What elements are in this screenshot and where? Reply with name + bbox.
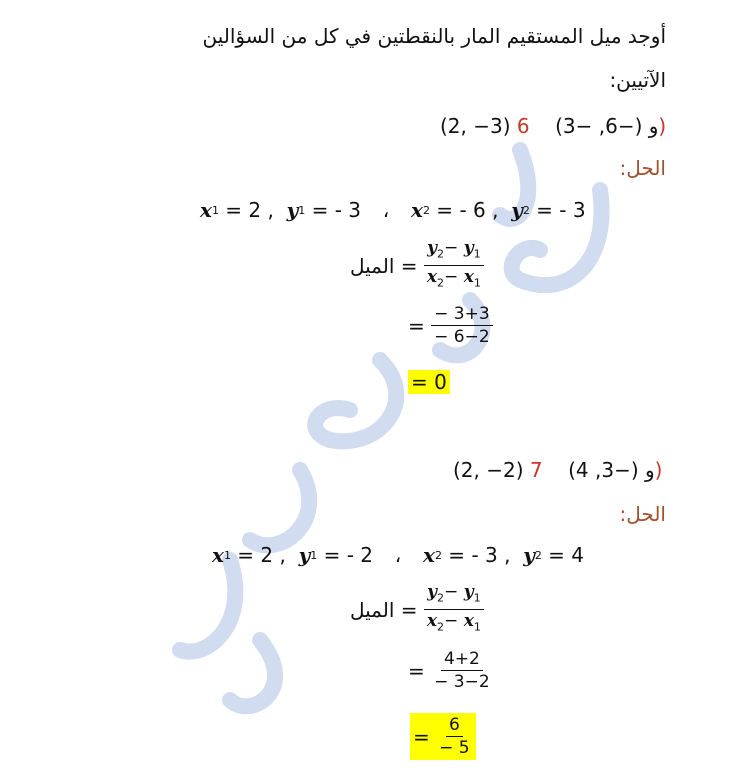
exercise-title-continued: الآتيين: [609, 68, 666, 92]
problem-6-statement [440, 112, 666, 140]
problem-6-substitution-fraction [431, 304, 493, 347]
problem-7-point-b: (−3, 4) [568, 458, 639, 482]
problem-7-result: = $\frac{6}{- 5}$ [410, 713, 476, 760]
problem-6-conjunction: و [648, 114, 659, 138]
problem-7-result-fraction [436, 715, 472, 758]
problem-6-givens: x 1 = 2 , y 1 = - 3 ، x 2 = - 6 , y 2 = - 3 [200, 198, 586, 222]
problem-7-substitution-fraction [431, 649, 493, 692]
problem-6-y1-value: - 3 [334, 198, 362, 222]
problem-6-point-b: (−6, −3) [555, 114, 643, 138]
problem-6-substitution: = $\frac{- 3+3}{- 6-2}$ [408, 304, 493, 347]
problem-7-substituted-denominator: − 3−2 [434, 672, 490, 692]
problem-7-conjunction: و [644, 458, 655, 482]
problem-7-x1-value: 2 [260, 543, 274, 567]
problem-6-x2-value: - 6 [459, 198, 486, 222]
problem-7-x2-value: - 3 [471, 543, 498, 567]
problem-7-point-a: (2, −2) [453, 458, 524, 482]
problem-6-number: 6) [516, 114, 667, 138]
problem-7-number: 7) [529, 458, 663, 482]
problem-6-y2-value: - 3 [559, 198, 586, 222]
slope-formula-fraction: $\frac{y_2- y_1}{x_2- x_1}$ [424, 238, 484, 294]
problem-7-givens: x 1 = 2 , y 1 = - 2 ، x 2 = - 3 , y 2 = 4 [212, 543, 585, 567]
problem-7-slope-formula: الميل = $\frac{y_2- y_1}{x_2- x_1}$ [350, 582, 484, 638]
problem-7-slope-word: الميل [350, 597, 395, 622]
problem-6-substituted-numerator: − 3+3 [431, 304, 493, 326]
problem-6-x1-value: 2 [248, 198, 262, 222]
slope-formula-fraction: $\frac{y_2- y_1}{x_2- x_1}$ [424, 582, 484, 638]
problem-6-solution-label: الحل: [619, 156, 666, 180]
problem-6-result: = 0 [408, 370, 450, 394]
problem-7-substituted-numerator: 4+2 [441, 649, 483, 671]
problem-6-substituted-denominator: − 6−2 [434, 327, 490, 347]
problem-6-slope-word: الميل [350, 253, 395, 278]
problem-6-slope-formula: الميل = $\frac{y_2- y_1}{x_2- x_1}$ [350, 238, 484, 294]
exercise-title: أوجد ميل المستقيم المار بالنقطتين في كل من السؤالين [202, 24, 666, 48]
problem-7-result-denominator: − 5 [439, 738, 470, 758]
problem-7-result-numerator: 6 [446, 715, 463, 737]
problem-6-result-value: 0 [434, 370, 447, 394]
problem-7-substitution: = $\frac{4+2}{- 3-2}$ [408, 649, 493, 692]
problem-7-y2-value: 4 [571, 543, 585, 567]
problem-6-point-a: (2, −3) [440, 114, 511, 138]
problem-7-y1-value: - 2 [346, 543, 374, 567]
problem-7-statement [453, 456, 662, 484]
problem-7-solution-label: الحل: [619, 502, 666, 526]
